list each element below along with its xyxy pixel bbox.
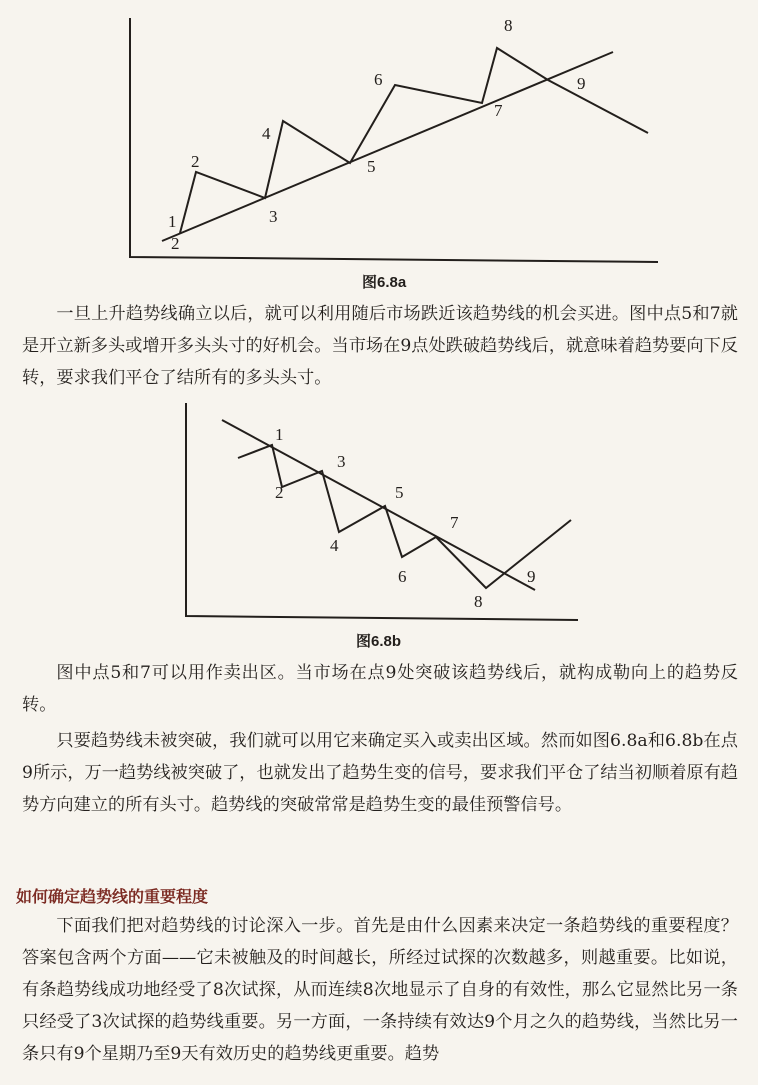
figure-b-label-3: 3: [337, 452, 346, 471]
figure-a-label-2-lower: 2: [171, 234, 180, 253]
paragraph-2: 图中点5和7可以用作卖出区。当市场在点9处突破该趋势线后，就构成勒向上的趋势反转。: [22, 663, 738, 715]
paragraph-3: 只要趋势线未被突破，我们就可以用它来确定买入或卖出区域。然而如图6.8a和6.8b在点9所示，万一趋势线被突破了，也就发出了趋势生变的信号，要求我们平仓了结当初顺着原有趋势方向建立的所有头寸。趋势线的突破常常是趋势生变的最佳预警信号。: [22, 731, 738, 815]
section-heading: 如何确定趋势线的重要程度: [16, 887, 209, 906]
paragraph-4: 下面我们把对趋势线的讨论深入一步。首先是由什么因素来决定一条趋势线的重要程度？答案包含两个方面——它未被触及的时间越长，所经过试探的次数越多，则越重要。比如说，有条趋势线成功地经受了8次试探，从而连续8次地显示了自身的有效性，那么它显然比另一条只经受了3次试探的趋势线重要。另一方面，一条持续有效达9个月之久的趋势线，当然比另一条只有9个星期乃至9天有效历史的趋势线更重要。趋势: [22, 916, 738, 1064]
figure-b-caption: 图6.8b: [356, 633, 402, 650]
figure-b-label-8: 8: [474, 592, 483, 611]
figure-b-label-4: 4: [330, 536, 339, 555]
figure-b-label-6: 6: [398, 567, 407, 586]
figure-a-label-9: 9: [577, 74, 586, 93]
figure-b-label-5: 5: [395, 483, 404, 502]
figure-a-label-4: 4: [262, 124, 271, 143]
paragraph-1: 一旦上升趋势线确立以后，就可以利用随后市场跌近该趋势线的机会买进。图中点5和7就是开立新多头或增开多头头寸的好机会。当市场在9点处跌破趋势线后，就意味着趋势要向下反转，要求我们平仓了结所有的多头头寸。: [22, 304, 738, 388]
figure-b-label-2: 2: [275, 483, 284, 502]
figure-b-label-7: 7: [450, 513, 459, 532]
figure-a-label-7: 7: [494, 101, 503, 120]
figure-a-label-2-upper: 2: [191, 152, 200, 171]
figure-b-label-1: 1: [275, 425, 284, 444]
figure-a-label-1: 1: [168, 212, 177, 231]
figure-b-axes: [186, 403, 578, 620]
figure-a-caption: 图6.8a: [362, 274, 407, 291]
figure-a-label-5: 5: [367, 157, 376, 176]
figure-a-label-6: 6: [374, 70, 383, 89]
figure-a-label-3: 3: [269, 207, 278, 226]
figure-a-label-8: 8: [504, 16, 513, 35]
figure-b-label-9: 9: [527, 567, 536, 586]
